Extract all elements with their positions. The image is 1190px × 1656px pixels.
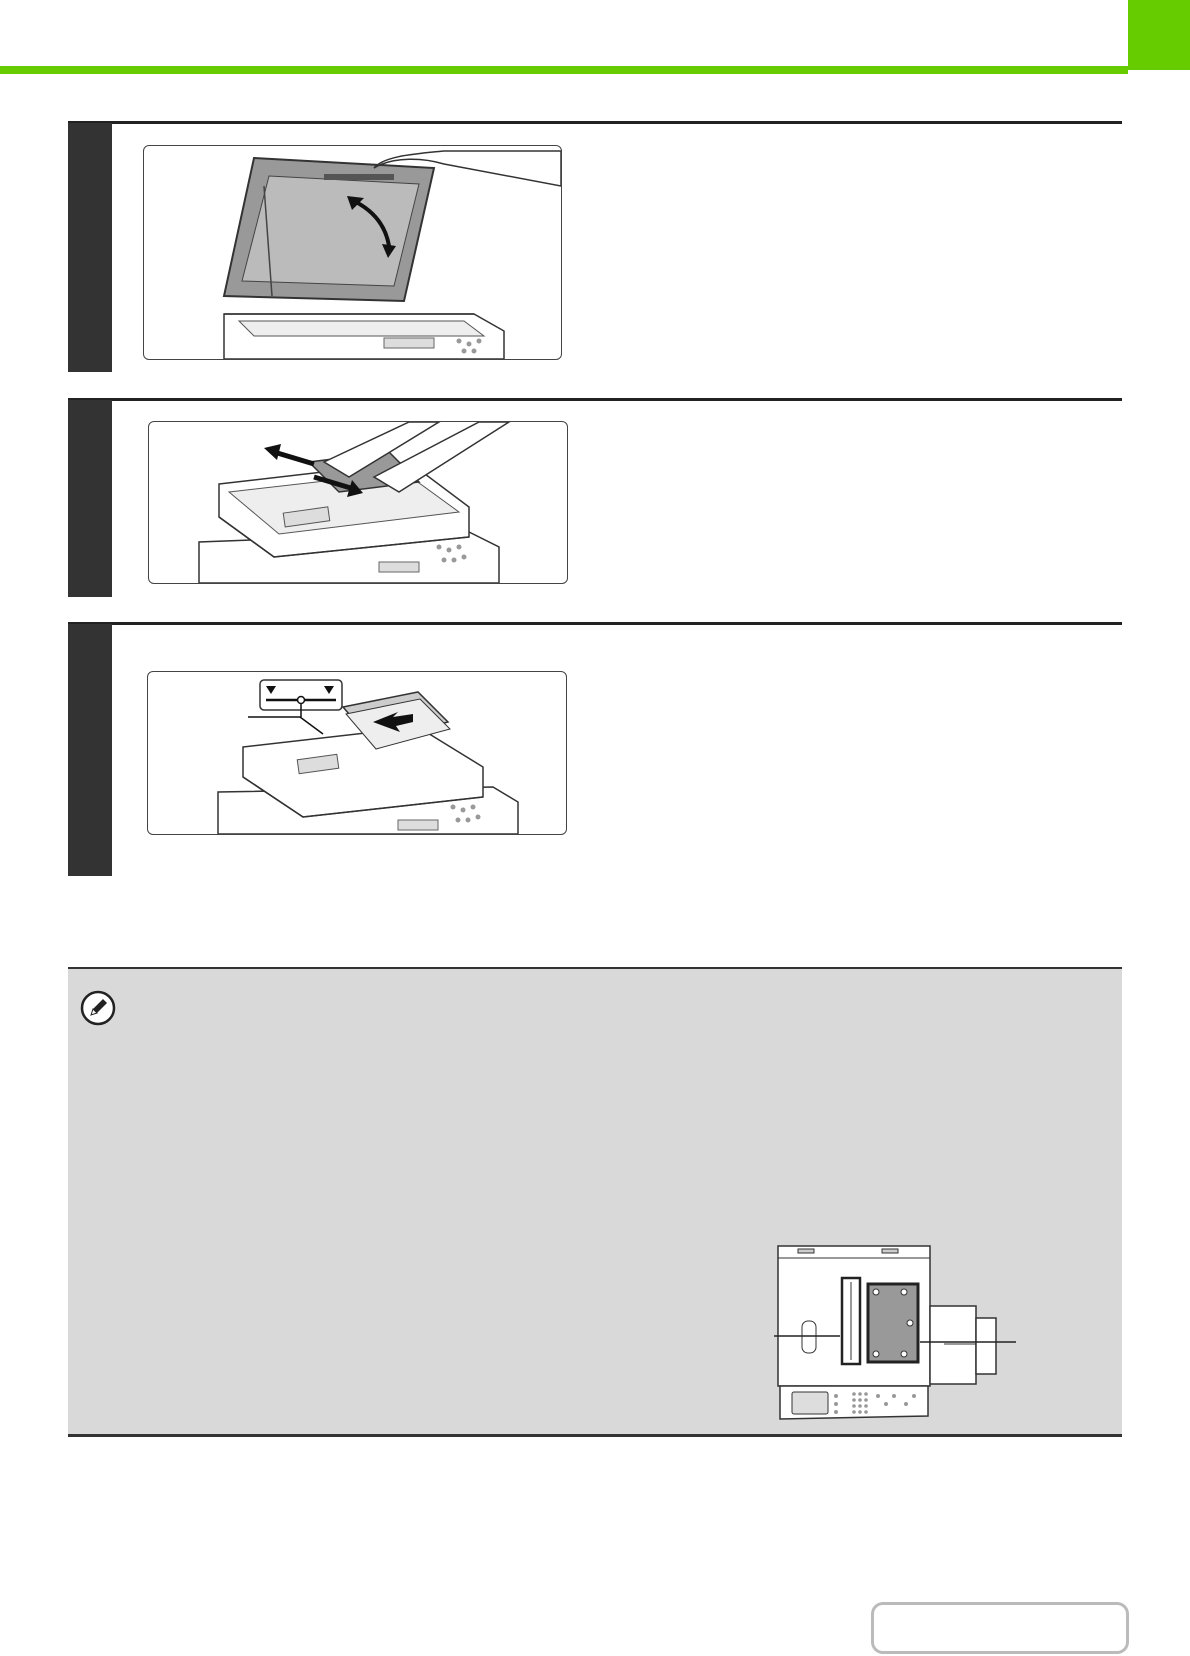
page-header bbox=[0, 0, 1190, 74]
place-originals-illustration bbox=[148, 672, 566, 834]
step-2-rule bbox=[68, 398, 1122, 401]
header-accent-rule bbox=[0, 66, 1128, 74]
step-3-number-bar bbox=[68, 624, 112, 876]
adjust-guides-illustration bbox=[149, 422, 567, 583]
step-3-figure bbox=[147, 671, 567, 835]
machine-top-view-figure bbox=[774, 1244, 1016, 1424]
step-1-number-bar bbox=[68, 123, 112, 372]
step-1-figure bbox=[143, 145, 562, 360]
pencil-icon bbox=[80, 990, 116, 1026]
machine-top-view-illustration bbox=[774, 1244, 1016, 1424]
step-2-number-bar bbox=[68, 400, 112, 597]
step-3-rule bbox=[68, 622, 1122, 625]
step-1-rule bbox=[68, 121, 1122, 124]
open-feeder-cover-illustration bbox=[144, 146, 561, 359]
contents-button[interactable] bbox=[871, 1602, 1129, 1654]
note-bottom-rule bbox=[68, 1434, 1122, 1437]
header-tab bbox=[1128, 0, 1190, 70]
step-2-figure bbox=[148, 421, 568, 584]
